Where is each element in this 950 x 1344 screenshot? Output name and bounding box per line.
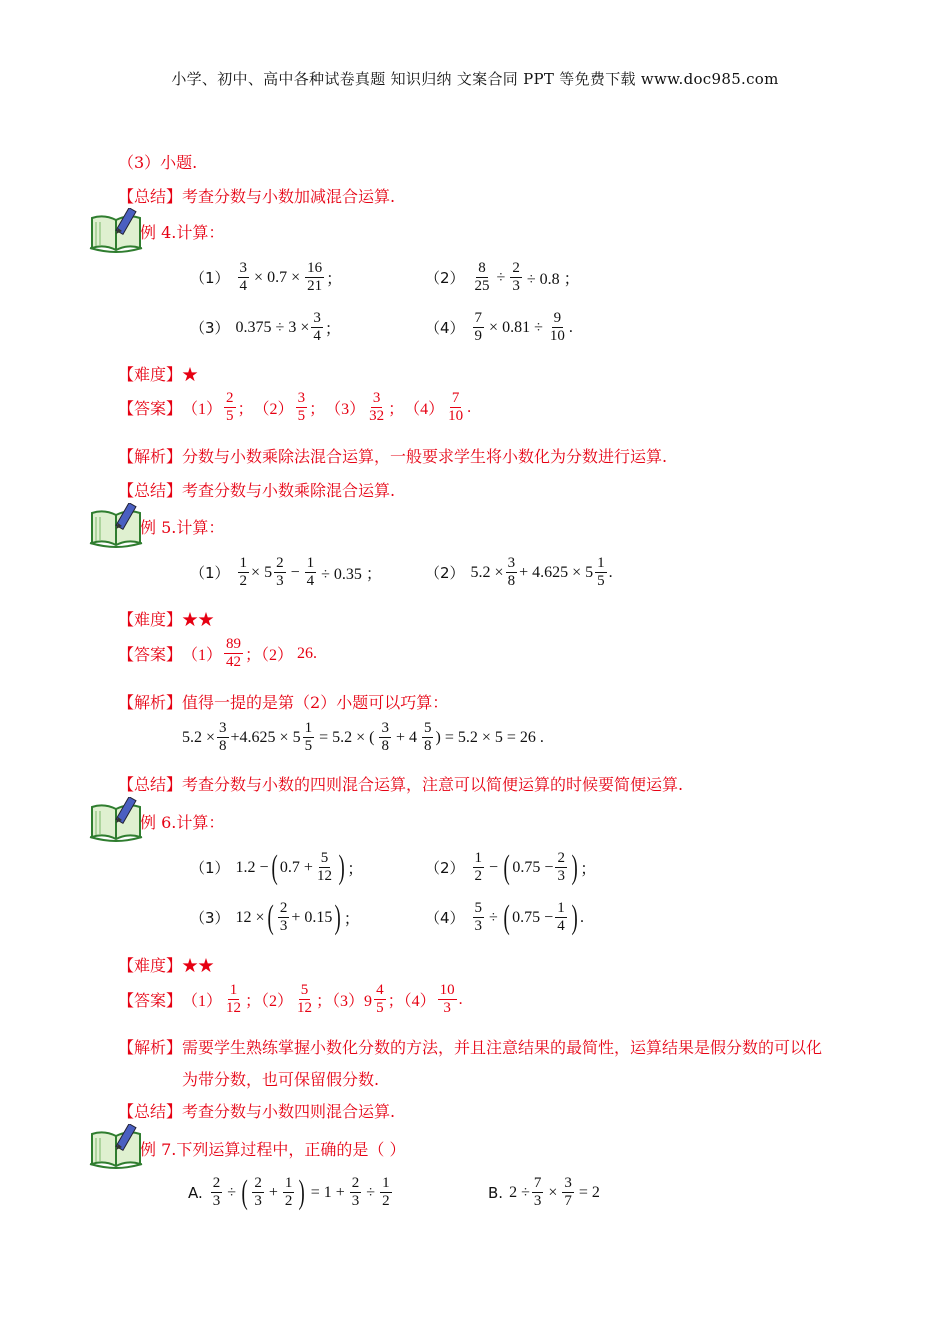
ex6-difficulty: 【难度】★★ xyxy=(118,956,215,975)
ex5-summary: 【总结】考查分数与小数的四则混合运算，注意可以简便运算的时候要简便运算. xyxy=(118,775,684,794)
ex5-difficulty: 【难度】★★ xyxy=(118,610,215,629)
ex4-title: 例 4.计算： xyxy=(140,223,225,242)
ex5-title: 例 5.计算： xyxy=(140,518,225,537)
prev-line: （3）小题. xyxy=(118,153,198,172)
prev-summary: 【总结】考查分数与小数加减混合运算. xyxy=(118,187,396,206)
ex5-analysis: 【解析】值得一提的是第（2）小题可以巧算： xyxy=(118,693,449,712)
ex6-analysis: 【解析】需要学生熟练掌握小数化分数的方法，并且注意结果的最简性，运算结果是假分数的可以化 xyxy=(118,1038,823,1057)
ex6-answer: 【答案】 （1） $\frac{1}{12}$ ；（2） $\frac{5}{12}$ ；（3）9 $\frac{4}{5}$ ；（4） $\frac{10}{3}$ . xyxy=(118,982,463,1016)
page-header: 小学、初中、高中各种试卷真题 知识归纳 文案合同 PPT 等免费下载 www.doc985.com xyxy=(171,70,779,88)
ex6-summary: 【总结】考查分数与小数四则混合运算. xyxy=(118,1102,396,1121)
ex6-problem-2: （2） $\frac{1}{2}$ − ( 0.75 − $\frac{2}{3}$ ) ； xyxy=(425,848,597,886)
ex4-answer: 【答案】 （1） $\frac{2}{5}$ ； （2） $\frac{3}{5}$ ； （3） $\frac{3}{32}$ ； （4） $\frac{7}{10}$ . xyxy=(118,390,472,424)
ex4-problem-4: （4） $\frac{7}{9}$ × 0.81 ÷ $\frac{9}{10}$ . xyxy=(425,310,573,344)
ex4-difficulty: 【难度】★ xyxy=(118,365,199,384)
ex4-problem-2: （2） $\frac{8}{25}$ ÷ $\frac{2}{3}$ ÷ 0.8 ； xyxy=(425,260,580,294)
ex6-problem-4: （4） $\frac{5}{3}$ ÷ ( 0.75 − $\frac{1}{4}$ ) . xyxy=(425,898,585,936)
ex7-option-a[interactable]: A. $\frac{2}{3}$ ÷ ( $\frac{2}{3}$ + $\frac{1}{2}$ ) = 1 + $\frac{2}{3}$ ÷ $\frac{1}{2}$ xyxy=(188,1173,390,1211)
ex5-problem-1: （1） $\frac{1}{2}$ × 5 $\frac{2}{3}$ − $\frac{1}{4}$ ÷ 0.35 ； xyxy=(190,555,382,589)
ex7-title: 例 7.下列运算过程中，正确的是（ ） xyxy=(140,1140,406,1159)
ex6-title: 例 6.计算： xyxy=(140,813,225,832)
ex6-problem-1: （1） 1.2 − ( 0.7 + $\frac{5}{12}$ ) ； xyxy=(190,848,364,886)
ex4-problem-3: （3） 0.375 ÷ 3 × $\frac{3}{4}$ ； xyxy=(190,310,341,344)
ex4-problem-1: （1） $\frac{3}{4}$ × 0.7 × $\frac{16}{21}$ ； xyxy=(190,260,343,294)
ex4-analysis: 【解析】分数与小数乘除法混合运算，一般要求学生将小数化为分数进行运算. xyxy=(118,447,668,466)
ex4-summary: 【总结】考查分数与小数乘除混合运算. xyxy=(118,481,396,500)
ex7-option-b[interactable]: B. 2 ÷ $\frac{7}{3}$ × $\frac{3}{7}$ = 2 xyxy=(488,1175,600,1209)
ex5-problem-2: （2） 5.2 × $\frac{3}{8}$ + 4.625 × 5 $\frac{1}{5}$ . xyxy=(425,555,613,589)
ex5-answer: 【答案】 （1） $\frac{89}{42}$ ；（2） 26. xyxy=(118,636,318,670)
ex6-analysis-cont: 为带分数，也可保留假分数. xyxy=(182,1070,380,1089)
ex5-calc: 5.2 × $\frac{3}{8}$ +4.625 × 5 $\frac{1}{5}$ = 5.2 × ( $\frac{3}{8}$ + 4 $\frac{5}{8}$ ) = 5.2 × 5 = 26 . xyxy=(182,720,544,754)
ex6-problem-3: （3） 12 × ( $\frac{2}{3}$ + 0.15 ) ； xyxy=(190,898,360,936)
